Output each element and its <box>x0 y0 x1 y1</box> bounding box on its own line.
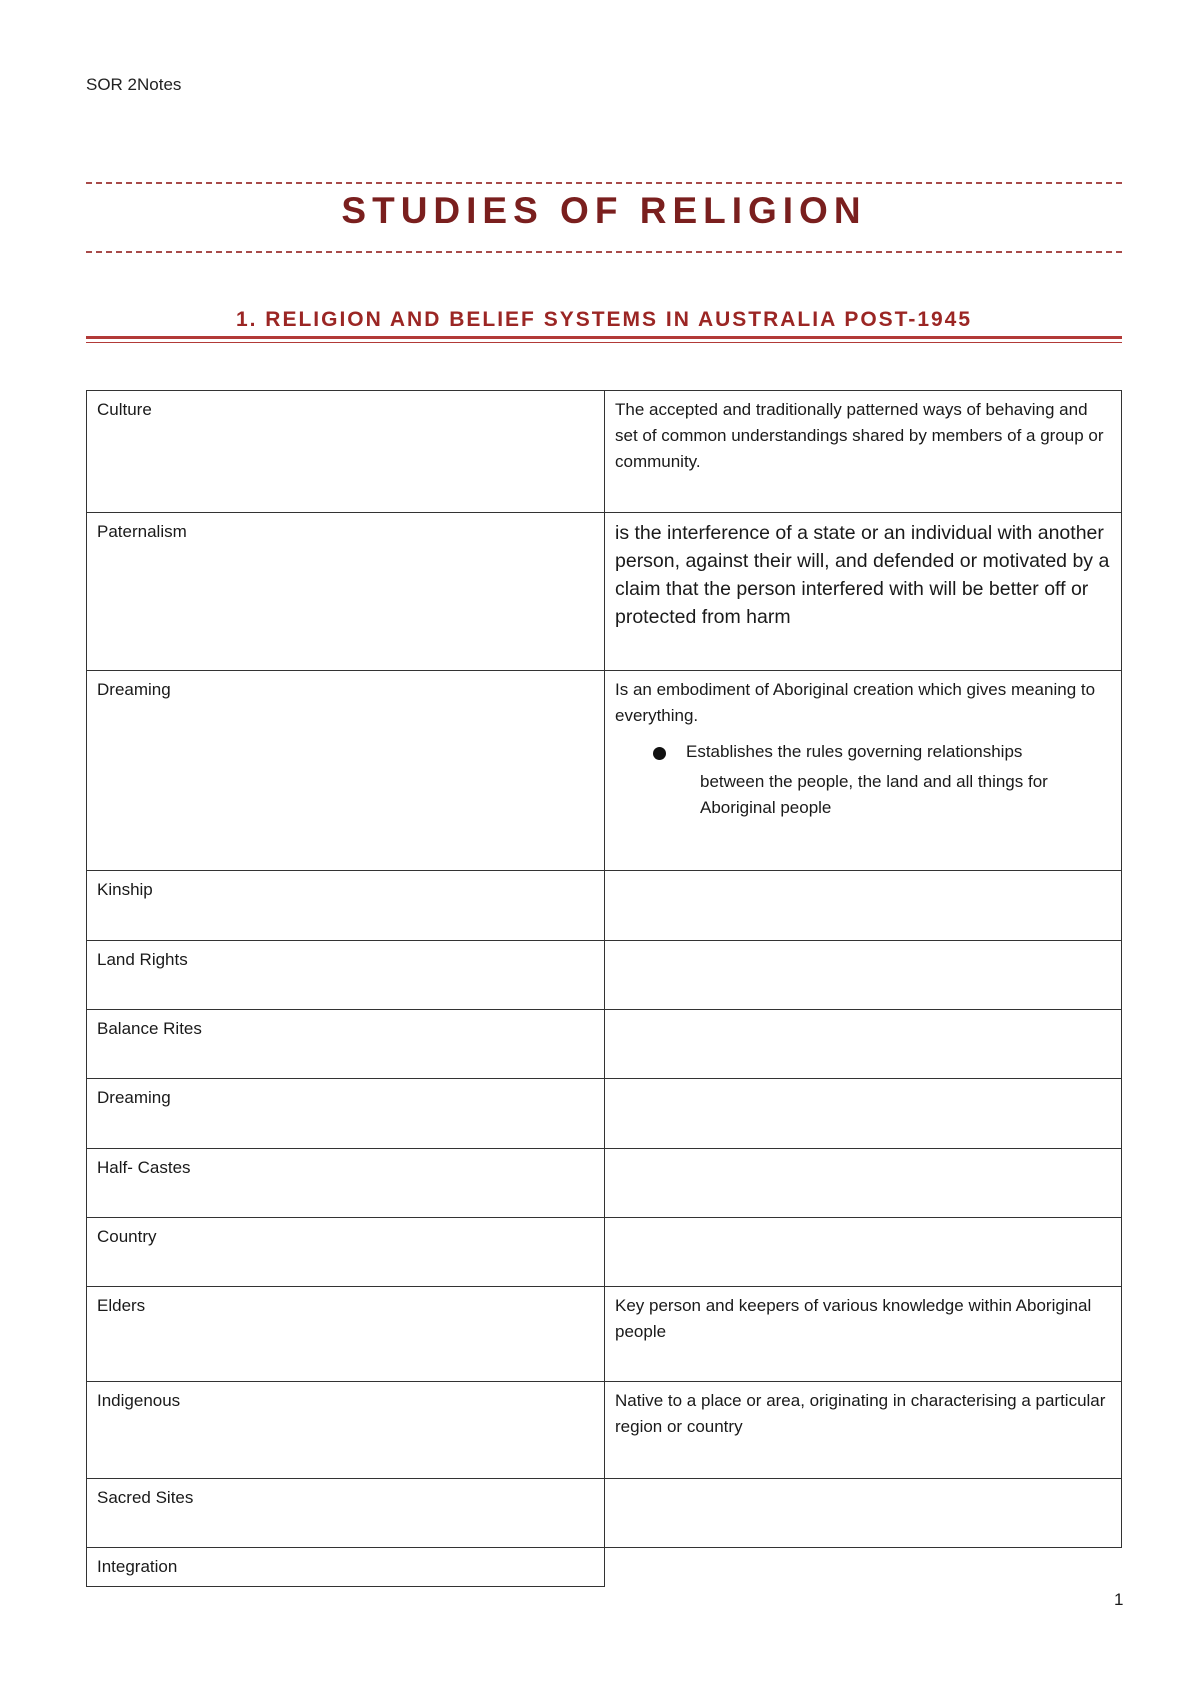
term-cell: Land Rights <box>87 941 605 1010</box>
definition-cell <box>605 1218 1122 1287</box>
table-row <box>87 1548 1122 1587</box>
table-row <box>87 391 1122 513</box>
table-row <box>87 1010 1122 1079</box>
section-heading: 1. RELIGION AND BELIEF SYSTEMS IN AUSTRALIA POST-1945 <box>235 308 973 331</box>
bullet-text: Establishes the rules governing relationships <box>686 742 1023 761</box>
definition-cell: is the interference of a state or an individual with another person, against their will, and defended or motivated by a claim that the person interfered with will be better off or protected from harm <box>605 513 1122 671</box>
definition-cell: The accepted and traditionally patterned ways of behaving and set of common understandings shared by members of a group or community. <box>605 391 1122 513</box>
definition-cell <box>605 871 1122 941</box>
page-header: SOR 2Notes <box>86 75 182 94</box>
term-cell: Indigenous <box>87 1382 605 1479</box>
section-rule-thick <box>86 336 1122 339</box>
term-cell: Country <box>87 1218 605 1287</box>
term-cell: Elders <box>87 1287 605 1382</box>
term-cell: Integration <box>87 1548 605 1587</box>
term-cell: Culture <box>87 391 605 513</box>
title-bottom-rule <box>86 251 1122 253</box>
table-row <box>87 1479 1122 1548</box>
table-row <box>87 1287 1122 1382</box>
table-row <box>87 1079 1122 1149</box>
term-cell: Kinship <box>87 871 605 941</box>
section-rule-thin <box>86 342 1122 343</box>
term-cell: Paternalism <box>87 513 605 671</box>
title-top-rule <box>86 182 1122 184</box>
bullet-item <box>615 739 1111 765</box>
definition-cell: Key person and keepers of various knowledge within Aboriginal people <box>605 1287 1122 1382</box>
document-title: STUDIES OF RELIGION <box>341 190 867 231</box>
page-number: 1 <box>1114 1590 1124 1609</box>
definition-cell <box>605 1149 1122 1218</box>
term-cell: Balance Rites <box>87 1010 605 1079</box>
definition-cell <box>605 941 1122 1010</box>
definition-cell: Native to a place or area, originating in characterising a particular region or country <box>605 1382 1122 1479</box>
definition-cell <box>605 1479 1122 1548</box>
table-row <box>87 1218 1122 1287</box>
definition-cell <box>605 1010 1122 1079</box>
table-row <box>87 1149 1122 1218</box>
definition-cell <box>605 671 1122 871</box>
bullet-icon <box>653 747 666 760</box>
term-cell: Sacred Sites <box>87 1479 605 1548</box>
definition-text: Is an embodiment of Aboriginal creation which gives meaning to everything. <box>615 680 1096 725</box>
bullet-continuation: between the people, the land and all things for Aboriginal people <box>700 772 1048 817</box>
term-cell: Half- Castes <box>87 1149 605 1218</box>
glossary-table <box>86 390 1122 1587</box>
term-cell: Dreaming <box>87 671 605 871</box>
definition-cell <box>605 1079 1122 1149</box>
table-row <box>87 1382 1122 1479</box>
table-row <box>87 671 1122 871</box>
table-row <box>87 513 1122 671</box>
table-row <box>87 941 1122 1010</box>
table-row <box>87 871 1122 941</box>
empty-cell <box>605 1548 1122 1587</box>
term-cell: Dreaming <box>87 1079 605 1149</box>
